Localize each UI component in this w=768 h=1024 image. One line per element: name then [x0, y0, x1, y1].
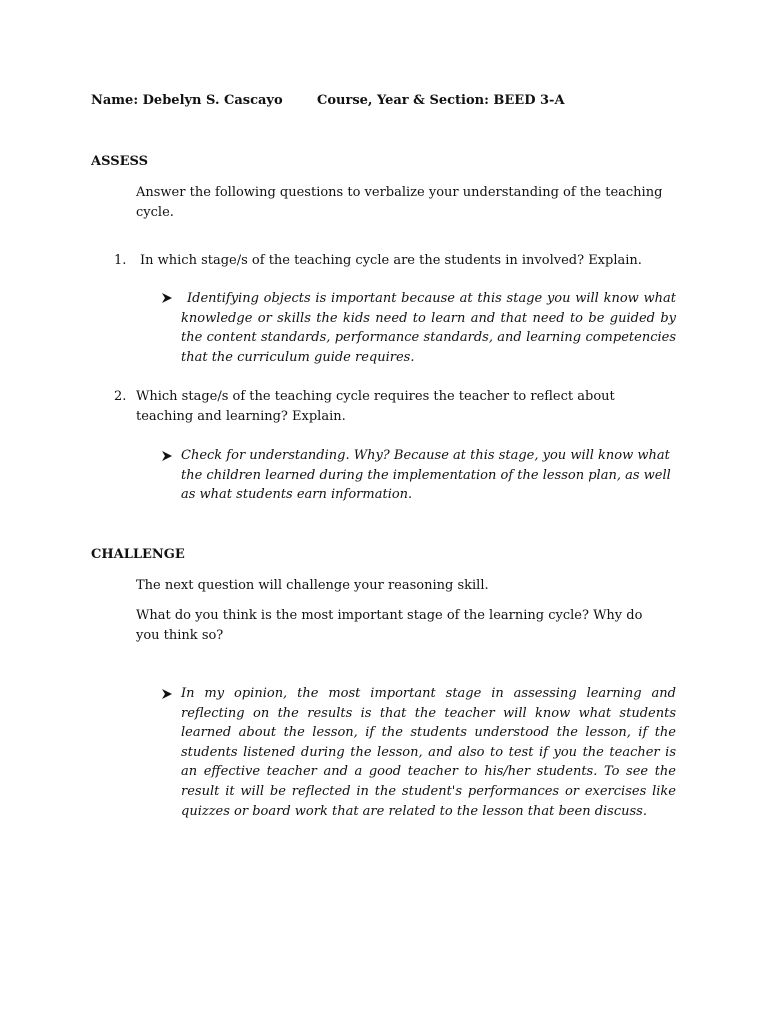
assess-heading: ASSESS	[91, 154, 148, 169]
challenge-heading: CHALLENGE	[91, 547, 185, 562]
question-1-number: 1.	[114, 253, 127, 268]
assess-instruction: Answer the following questions to verbalize your understanding of the teaching cycle.	[136, 185, 663, 220]
question-2-number: 2.	[114, 389, 127, 404]
arrowhead-bullet-icon	[161, 450, 173, 462]
challenge-answer: In my opinion, the most important stage in assessing learning and reflecting on the results is that the teacher will know what students learned about the lesson, if the students understood the lesson, if the students listened during the lesson, and also to test if you the teacher is an effective teacher and a good teacher to his/her students. To see the result it will be reflected in the student's performances or exercises like quizzes or board work that are related to the lesson that been discuss.	[181, 686, 676, 819]
student-name: Name: Debelyn S. Cascayo	[91, 93, 283, 108]
arrowhead-bullet-icon	[161, 292, 173, 304]
answer-1: Identifying objects is important because at this stage you will know what knowledge or skills the kids need to learn and that need to be guided by the content standards, performance standards, and learning competencies that the curriculum guide requires.	[181, 291, 676, 365]
challenge-question: What do you think is the most important stage of the learning cycle? Why do you think so?	[136, 608, 643, 643]
challenge-intro: The next question will challenge your reasoning skill.	[136, 578, 489, 593]
question-1-text: In which stage/s of the teaching cycle are the students in involved? Explain.	[140, 253, 642, 268]
course-section: Course, Year & Section: BEED 3-A	[317, 93, 565, 108]
answer-2: Check for understanding. Why? Because at this stage, you will know what the children learned during the implementation of the lesson plan, as well as what students earn information.	[181, 448, 671, 503]
question-2-text: Which stage/s of the teaching cycle requires the teacher to reflect about teaching and learning? Explain.	[136, 389, 615, 424]
arrowhead-bullet-icon	[161, 688, 173, 700]
